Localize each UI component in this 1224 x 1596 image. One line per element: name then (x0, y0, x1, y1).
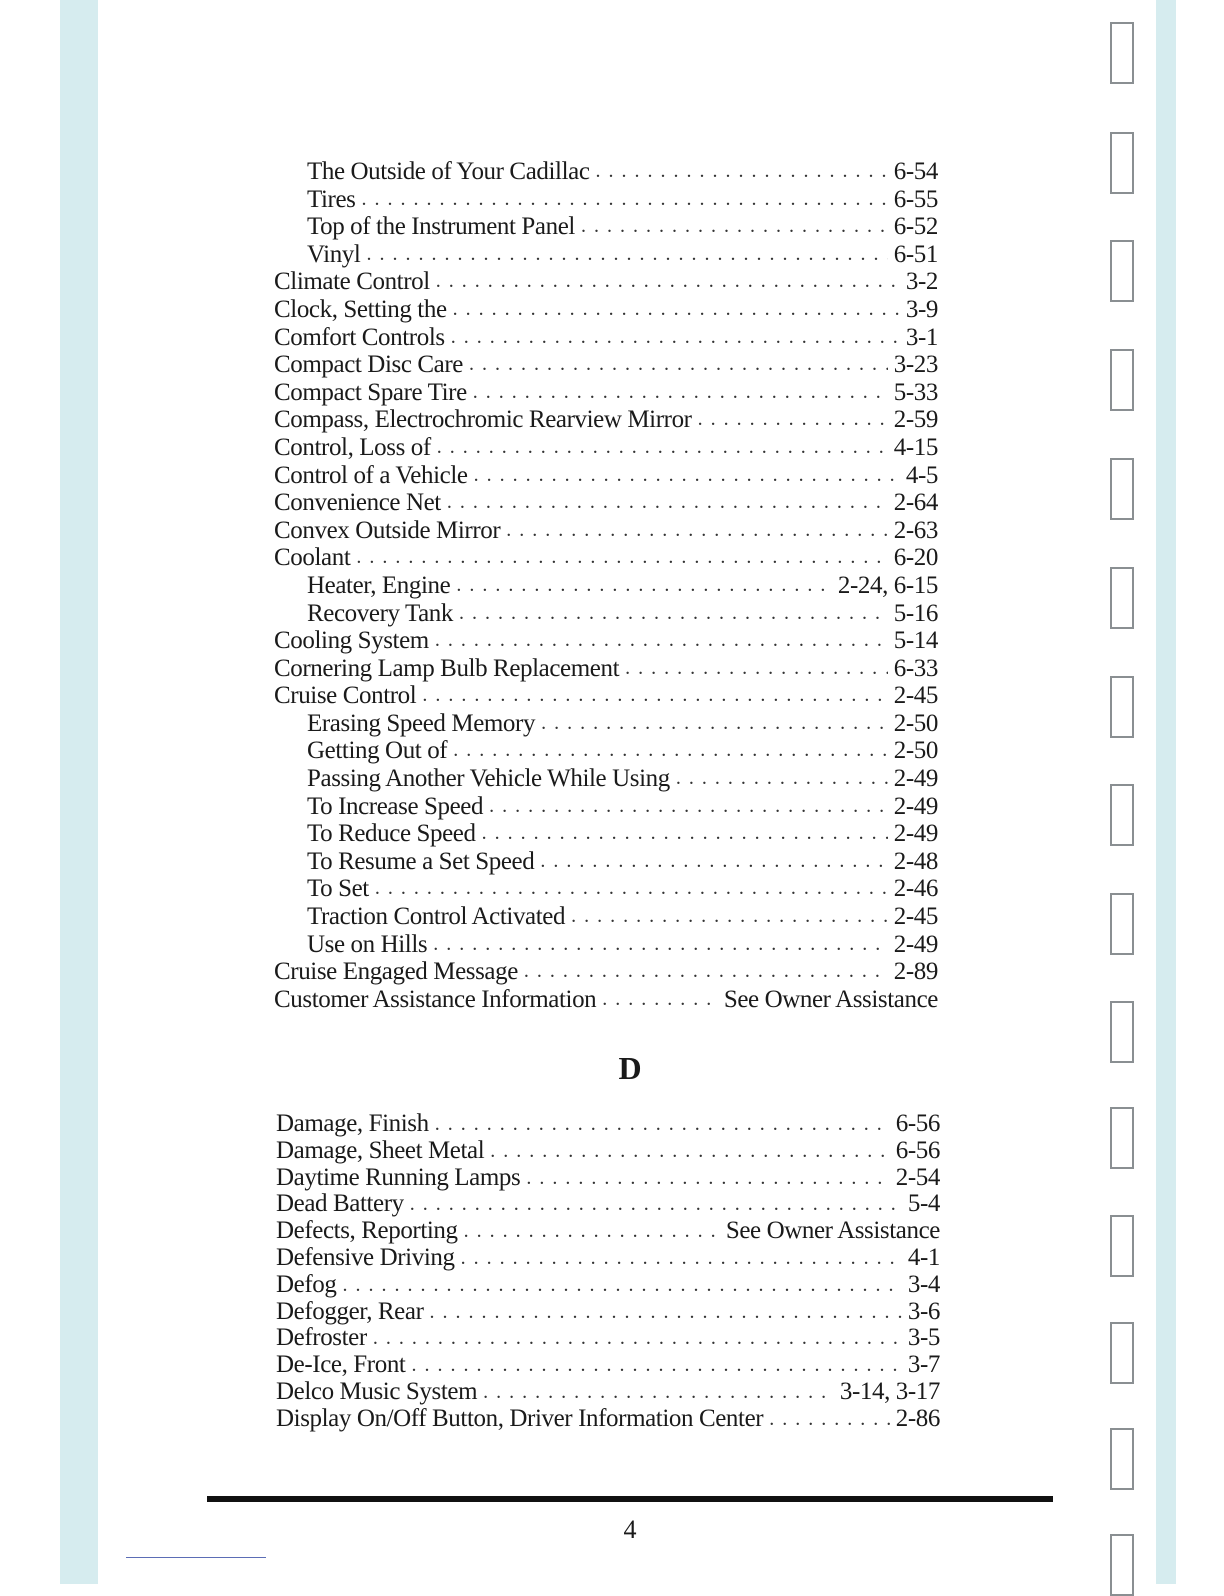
index-page-ref: See Owner Assistance (723, 985, 938, 1013)
dot-leader (451, 324, 900, 352)
index-term: To Reduce Speed (307, 820, 476, 848)
index-term: De-Ice, Front (276, 1351, 406, 1379)
thumb-tab (1110, 1428, 1134, 1490)
index-entry (274, 875, 938, 903)
index-page-ref: 2-49 (893, 765, 938, 793)
thumb-tab (1110, 1322, 1134, 1384)
dot-leader (490, 1138, 889, 1165)
dot-leader (474, 462, 900, 490)
index-term: To Increase Speed (307, 792, 484, 820)
dot-leader (435, 1111, 890, 1138)
dot-leader (375, 875, 888, 903)
dot-leader (366, 241, 887, 269)
index-list-c (274, 158, 938, 1013)
index-term: Cooling System (274, 627, 429, 655)
index-entry (274, 848, 938, 876)
index-term: Tires (307, 185, 356, 213)
index-term: Customer Assistance Information (274, 985, 597, 1013)
index-term: Defects, Reporting (276, 1217, 458, 1245)
index-term: Display On/Off Button, Driver Information Center (276, 1404, 764, 1432)
index-term: Control, Loss of (274, 433, 431, 461)
index-term: To Resume a Set Speed (307, 847, 535, 875)
dot-leader (356, 544, 887, 572)
index-term: Recovery Tank (307, 599, 454, 627)
index-entry (276, 1325, 940, 1352)
index-entry (274, 517, 938, 545)
index-entry (274, 434, 938, 462)
thumb-tab (1110, 22, 1134, 84)
index-entry (274, 958, 938, 986)
index-page-ref: 2-59 (893, 406, 938, 434)
thumb-tab (1110, 1107, 1134, 1169)
index-entry (274, 765, 938, 793)
index-entry (274, 268, 938, 296)
left-margin-strip (60, 0, 98, 1584)
index-page-ref: 2-50 (893, 709, 938, 737)
index-entry (274, 931, 938, 959)
index-term: Control of a Vehicle (274, 461, 468, 489)
thumb-tab (1110, 893, 1134, 955)
dot-leader (482, 820, 888, 848)
index-entry (276, 1245, 940, 1272)
dot-leader (524, 958, 888, 986)
index-term: Defroster (276, 1324, 367, 1352)
index-page-ref: 5-33 (893, 378, 938, 406)
dot-leader (435, 627, 888, 655)
index-entry (276, 1406, 940, 1433)
index-term: Defogger, Rear (276, 1297, 424, 1325)
index-entry (274, 406, 938, 434)
index-entry (276, 1352, 940, 1379)
dot-leader (411, 1352, 901, 1379)
dot-leader (676, 765, 888, 793)
dot-leader (540, 848, 887, 876)
dot-leader (571, 903, 888, 931)
index-page-ref: 2-50 (893, 737, 938, 765)
index-entry (274, 351, 938, 379)
index-entry (274, 462, 938, 490)
index-term: Cruise Control (274, 682, 417, 710)
index-page-ref: 3-5 (907, 1324, 940, 1352)
index-page-ref: 2-89 (893, 958, 938, 986)
index-page-ref: 3-6 (907, 1297, 940, 1325)
index-page-ref: 6-33 (893, 654, 938, 682)
index-term: To Set (307, 875, 369, 903)
dot-leader (453, 296, 900, 324)
index-term: Passing Another Vehicle While Using (307, 765, 670, 793)
index-entry (274, 793, 938, 821)
index-page-ref: 2-54 (895, 1163, 940, 1191)
index-entry (274, 600, 938, 628)
index-entry (274, 710, 938, 738)
index-entry (276, 1111, 940, 1138)
footer-rule (207, 1496, 1053, 1502)
index-entry (274, 903, 938, 931)
dot-leader (625, 655, 888, 683)
index-term: Damage, Finish (276, 1110, 429, 1137)
dot-leader (362, 186, 888, 214)
index-page-ref: 2-49 (893, 820, 938, 848)
dot-leader (526, 1165, 889, 1192)
index-entry (274, 627, 938, 655)
dot-leader (541, 710, 888, 738)
corner-line (126, 1557, 266, 1558)
index-page-ref: 2-46 (893, 875, 938, 903)
thumb-tab (1110, 676, 1134, 738)
index-page-ref: 3-14, 3-17 (839, 1377, 940, 1405)
index-page-ref: 3-1 (905, 323, 938, 351)
index-term: Vinyl (307, 240, 361, 268)
index-entry (276, 1299, 940, 1326)
page-number: 4 (623, 1515, 637, 1544)
index-term: Top of the Instrument Panel (307, 213, 575, 241)
index-entry (276, 1272, 940, 1299)
index-term: Traction Control Activated (307, 903, 566, 931)
index-term: Convex Outside Mirror (274, 516, 501, 544)
index-list-d (276, 1111, 940, 1433)
dot-leader (430, 1299, 902, 1326)
index-entry (274, 655, 938, 683)
thumb-tab (1110, 1215, 1134, 1277)
index-page-ref: 2-64 (893, 489, 938, 517)
dot-leader (453, 737, 888, 765)
index-term: Defensive Driving (276, 1243, 455, 1271)
index-page-ref: 2-48 (893, 847, 938, 875)
thumb-tab (1110, 132, 1134, 194)
index-entry (274, 544, 938, 572)
index-term: The Outside of Your Cadillac (307, 158, 590, 185)
index-page-ref: 6-56 (895, 1110, 940, 1137)
dot-leader (469, 351, 888, 379)
thumb-index-tabs (1110, 0, 1136, 1584)
index-entry (274, 682, 938, 710)
index-entry (274, 820, 938, 848)
index-page-ref: 4-1 (907, 1243, 940, 1271)
index-entry (274, 572, 938, 600)
index-page-ref: 2-24, 6-15 (837, 571, 938, 599)
index-term: Climate Control (274, 268, 430, 296)
index-page-ref: 2-45 (893, 903, 938, 931)
index-entry (274, 296, 938, 324)
index-page-ref: 3-4 (907, 1270, 940, 1298)
index-entry (274, 213, 938, 241)
index-entry (276, 1379, 940, 1406)
index-entry (276, 1138, 940, 1165)
dot-leader (437, 434, 888, 462)
dot-leader (436, 268, 900, 296)
index-entry (274, 241, 938, 269)
index-entry (274, 986, 938, 1014)
right-margin-strip (1156, 0, 1176, 1584)
dot-leader (447, 489, 888, 517)
index-term: Use on Hills (307, 930, 428, 958)
index-entry (276, 1165, 940, 1192)
index-page-ref: 2-45 (893, 682, 938, 710)
thumb-tab (1110, 567, 1134, 629)
index-entry (274, 158, 938, 186)
index-entry (274, 324, 938, 352)
index-term: Heater, Engine (307, 571, 451, 599)
thumb-tab (1110, 1534, 1134, 1596)
index-page-ref: 6-56 (895, 1136, 940, 1164)
thumb-tab (1110, 458, 1134, 520)
thumb-tab (1110, 240, 1134, 302)
dot-leader (461, 1245, 902, 1272)
index-page-ref: 2-63 (893, 516, 938, 544)
index-term: Defog (276, 1270, 337, 1298)
index-page-ref: 5-14 (893, 627, 938, 655)
thumb-tab (1110, 784, 1134, 846)
index-entry (274, 489, 938, 517)
index-entry (276, 1191, 940, 1218)
dot-leader (373, 1325, 902, 1352)
dot-leader (489, 793, 888, 821)
index-entry (274, 737, 938, 765)
index-page-ref: 6-51 (893, 240, 938, 268)
index-page-ref: 2-86 (895, 1404, 940, 1432)
index-page-ref: 6-54 (893, 158, 938, 185)
index-page-ref: 5-4 (907, 1190, 940, 1218)
dot-leader (459, 600, 888, 628)
index-entry (276, 1218, 940, 1245)
dot-leader (483, 1379, 834, 1406)
index-page-ref: 3-2 (905, 268, 938, 296)
index-page-ref: See Owner Assistance (725, 1217, 940, 1245)
dot-leader (473, 379, 888, 407)
dot-leader (342, 1272, 901, 1299)
index-term: Compass, Electrochromic Rearview Mirror (274, 406, 692, 434)
dot-leader (456, 572, 832, 600)
index-term: Damage, Sheet Metal (276, 1136, 485, 1164)
dot-leader (422, 682, 887, 710)
index-page-ref: 4-15 (893, 433, 938, 461)
index-page-ref: 6-52 (893, 213, 938, 241)
index-page-ref: 2-49 (893, 930, 938, 958)
dot-leader (464, 1218, 720, 1245)
index-term: Comfort Controls (274, 323, 445, 351)
index-page-ref: 3-9 (905, 295, 938, 323)
index-term: Cornering Lamp Bulb Replacement (274, 654, 620, 682)
index-term: Daytime Running Lamps (276, 1163, 521, 1191)
index-term: Convenience Net (274, 489, 441, 517)
index-page-ref: 6-20 (893, 544, 938, 572)
index-page-ref: 4-5 (905, 461, 938, 489)
index-term: Erasing Speed Memory (307, 709, 536, 737)
index-page-ref: 3-23 (893, 351, 938, 379)
index-entry (274, 186, 938, 214)
thumb-tab (1110, 1001, 1134, 1063)
index-term: Clock, Setting the (274, 295, 447, 323)
dot-leader (581, 213, 888, 241)
index-term: Dead Battery (276, 1190, 404, 1218)
section-heading-d: D (618, 1050, 642, 1086)
index-page-ref: 3-7 (907, 1351, 940, 1379)
index-page-ref: 2-49 (893, 792, 938, 820)
index-term: Delco Music System (276, 1377, 478, 1405)
index-entry (274, 379, 938, 407)
dot-leader (769, 1406, 890, 1433)
dot-leader (410, 1191, 902, 1218)
dot-leader (433, 931, 888, 959)
index-term: Compact Spare Tire (274, 378, 467, 406)
index-term: Getting Out of (307, 737, 448, 765)
dot-leader (602, 986, 718, 1014)
index-page-ref: 5-16 (893, 599, 938, 627)
thumb-tab (1110, 349, 1134, 411)
index-page-ref: 6-55 (893, 185, 938, 213)
index-term: Cruise Engaged Message (274, 958, 518, 986)
dot-leader (698, 406, 888, 434)
index-term: Compact Disc Care (274, 351, 463, 379)
index-term: Coolant (274, 544, 351, 572)
dot-leader (506, 517, 887, 545)
dot-leader (596, 158, 888, 186)
